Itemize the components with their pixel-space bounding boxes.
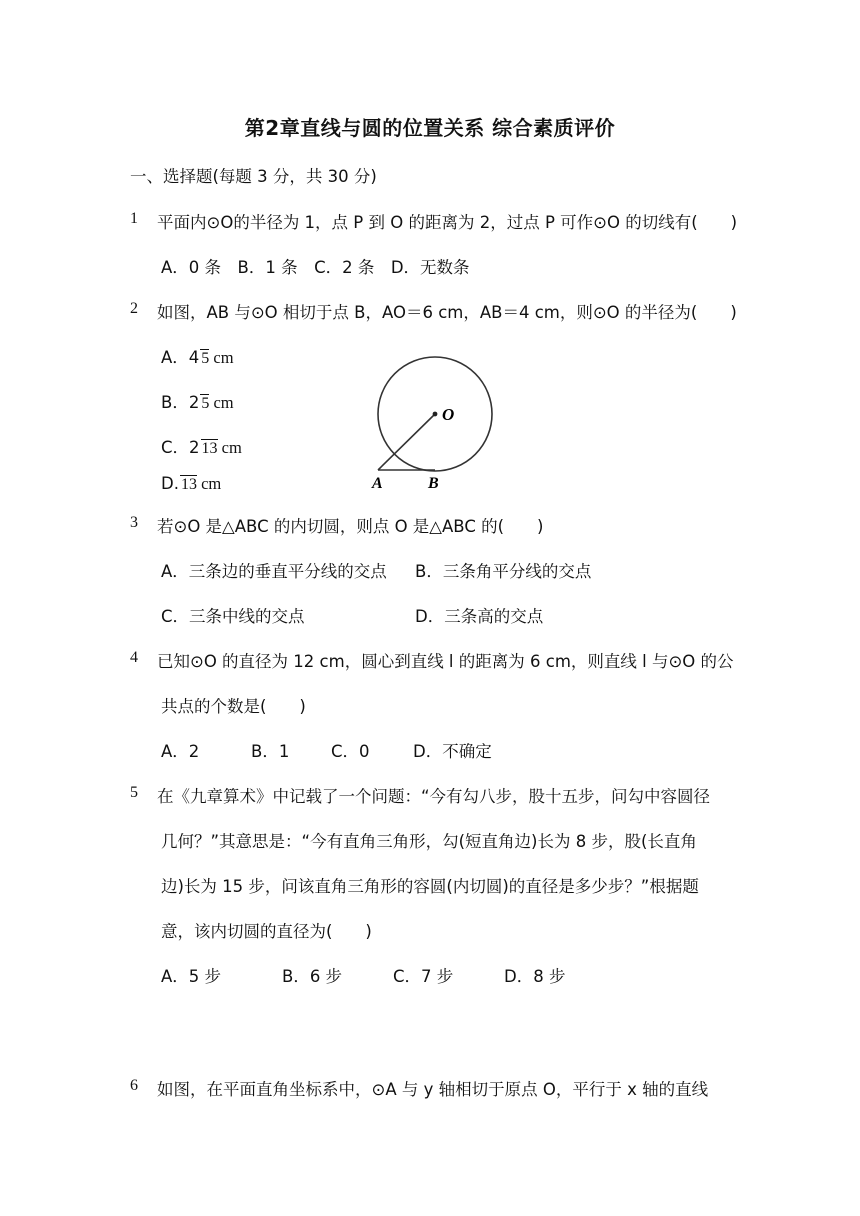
q2-option-a: A．4 5 cm [161, 348, 234, 367]
q2-circle-tangent-figure [360, 348, 510, 493]
q3-stem: 若⊙O 是△ABC 的内切圆，则点 O 是△ABC 的( ) [157, 517, 544, 536]
q5-line4: 意，该内切圆的直径为( ) [161, 922, 372, 941]
q4-stem-line2: 共点的个数是( ) [161, 697, 306, 716]
q5-option-a: A．5 步 [161, 967, 222, 986]
q5-number: 5 [130, 784, 138, 801]
q4-number: 4 [130, 649, 138, 666]
q6-stem: 如图，在平面直角坐标系中，⊙A 与 y 轴相切于原点 O，平行于 x 轴的直线 [157, 1080, 709, 1099]
q5-line1: 在《九章算术》中记载了一个问题：“今有勾八步，股十五步，问勾中容圆径 [157, 787, 711, 806]
q2-option-d: D. 13 cm [161, 474, 222, 493]
q5-option-c: C．7 步 [393, 967, 454, 986]
sqrt-radicand: 5 [201, 350, 210, 367]
q4-stem-line1: 已知⊙O 的直径为 12 cm，圆心到直线 l 的距离为 6 cm，则直线 l 与⊙O 的公 [157, 652, 734, 671]
label-a: A [372, 475, 383, 492]
q2-number: 2 [130, 300, 138, 317]
q4-option-d: D．不确定 [413, 742, 492, 761]
q3-option-d: D．三条高的交点 [415, 607, 544, 626]
q3-option-c: C．三条中线的交点 [161, 607, 305, 626]
q2-stem: 如图，AB 与⊙O 相切于点 B，AO＝6 cm，AB＝4 cm，则⊙O 的半径为( ) [157, 303, 737, 322]
q1-stem: 平面内⊙O的半径为 1，点 P 到 O 的距离为 2，过点 P 可作⊙O 的切线有( ) [157, 213, 738, 232]
q3-option-a: A．三条边的垂直平分线的交点 [161, 562, 387, 581]
q5-line2: 几何？”其意思是：“今有直角三角形，勾(短直角边)长为 8 步，股(长直角 [161, 832, 697, 851]
sqrt-radicand: 5 [201, 395, 210, 412]
q4-option-a: A．2 [161, 742, 200, 761]
label-o: O [442, 405, 455, 424]
section-heading: 一、选择题(每题 3 分，共 30 分) [130, 167, 377, 186]
center-point [433, 412, 438, 417]
sqrt-radicand: 13 [180, 476, 197, 493]
q1-number: 1 [130, 210, 138, 227]
q3-option-b: B．三条角平分线的交点 [415, 562, 592, 581]
q4-option-b: B．1 [251, 742, 290, 761]
q5-option-d: D．8 步 [504, 967, 566, 986]
q1-options: A．0 条 B．1 条 C．2 条 D．无数条 [161, 258, 470, 277]
sqrt-radicand: 13 [201, 440, 218, 457]
q2-option-b: B．2 5 cm [161, 393, 234, 412]
q5-line3: 边)长为 15 步，问该直角三角形的容圆(内切圆)的直径是多少步？”根据题 [161, 877, 699, 896]
label-b: B [428, 475, 439, 492]
q4-option-c: C．0 [331, 742, 370, 761]
page-title: 第2章直线与圆的位置关系 综合素质评价 [244, 116, 616, 140]
q2-option-c: C．2 13 cm [161, 438, 242, 457]
q6-number: 6 [130, 1077, 138, 1094]
segment-ao [378, 414, 435, 470]
q5-option-b: B．6 步 [282, 967, 343, 986]
q3-number: 3 [130, 514, 138, 531]
